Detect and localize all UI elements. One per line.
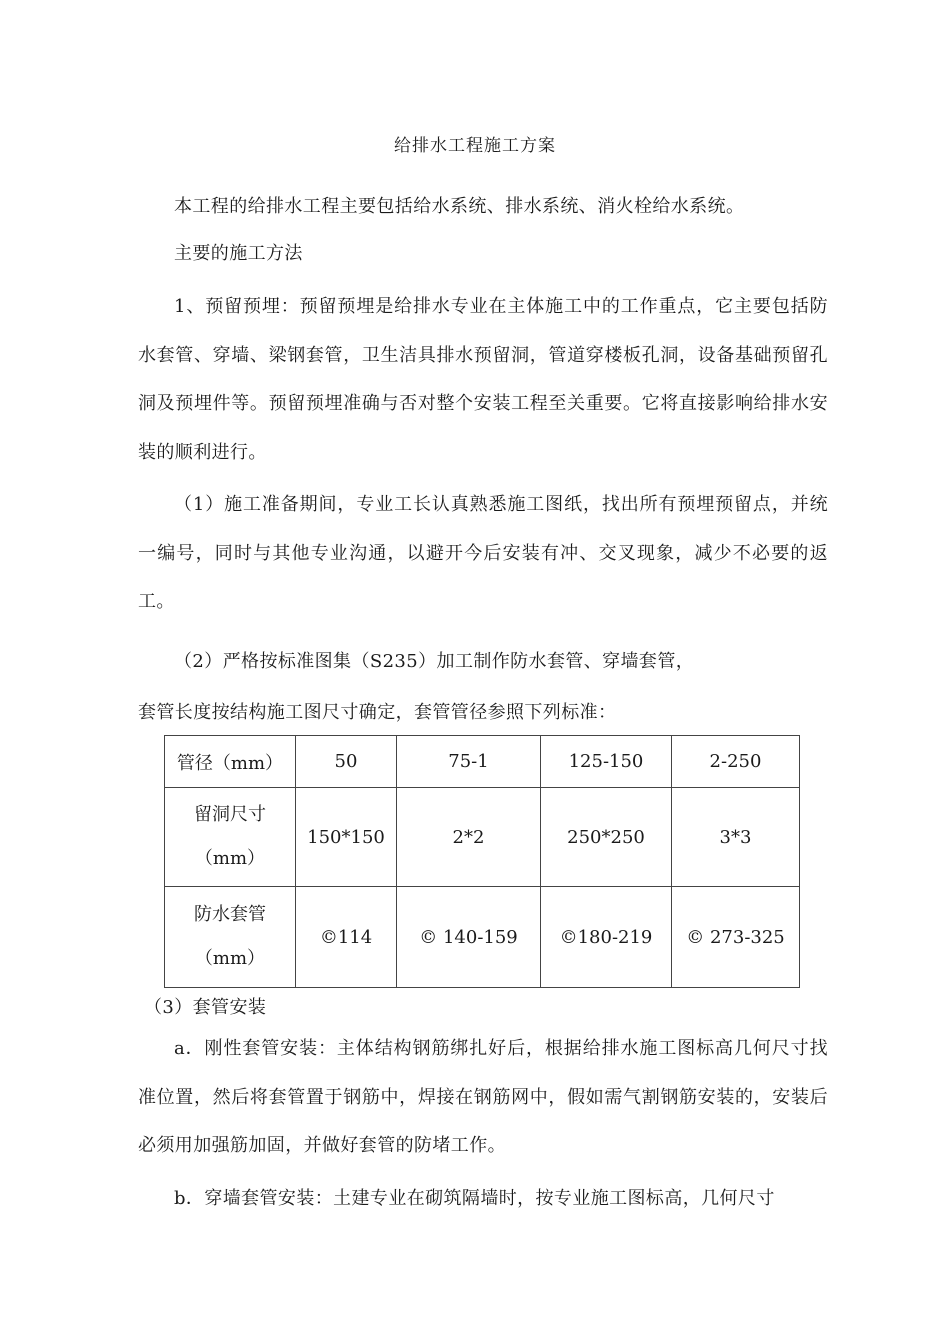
row-label-unit: （mm） [194, 948, 266, 969]
header-label-cell: 管径（mm） [165, 736, 296, 788]
table-cell: © 140-159 [397, 887, 541, 988]
item2-line2: 套管长度按结构施工图尺寸确定，套管管径参照下列标准： [138, 702, 617, 723]
header-cell: 125-150 [541, 736, 672, 788]
table-row [165, 788, 800, 887]
table-cell: ©180-219 [541, 887, 672, 988]
item2-line1: （2）严格按标准图集（S235）加工制作防水套管、穿墙套管， [174, 651, 695, 672]
table-cell: 2*2 [397, 788, 541, 887]
row-label-cell [165, 887, 296, 988]
row-label-cell [165, 788, 296, 887]
table-row [165, 736, 800, 788]
header-cell: 75-1 [397, 736, 541, 788]
row-label-line: 留洞尺寸 [194, 804, 266, 825]
section1-paragraph: 1、预留预埋：预留预埋是给排水专业在主体施工中的工作重点，它主要包括防水套管、穿墙、梁钢套管，卫生洁具排水预留洞，管道穿楼板孔洞，设备基础预留孔洞及预埋件等。预留预埋准确与否对整个安装工程至关重要。它将直接影响给排水安装的顺利进行。 [138, 296, 828, 463]
table-cell: ©114 [296, 887, 397, 988]
methods-heading: 主要的施工方法 [174, 243, 303, 264]
item1-paragraph: （1）施工准备期间，专业工长认真熟悉施工图纸，找出所有预埋预留点，并统一编号，同时与其他专业沟通，以避开今后安装有冲、交叉现象，减少不必要的返工。 [138, 494, 828, 612]
intro-paragraph: 本工程的给排水工程主要包括给水系统、排水系统、消火栓给水系统。 [174, 196, 745, 217]
table-cell: 150*150 [296, 788, 397, 887]
page-title: 给排水工程施工方案 [394, 136, 556, 156]
item3-heading: （3）套管安装 [144, 997, 267, 1018]
table-cell: 250*250 [541, 788, 672, 887]
table-cell: © 273-325 [672, 887, 800, 988]
pipe-spec-table [164, 735, 800, 988]
row-label-unit: （mm） [194, 848, 266, 869]
item-b-paragraph: b．穿墙套管安装：土建专业在砌筑隔墙时，按专业施工图标高，几何尺寸 [174, 1188, 775, 1209]
row-label-line: 防水套管 [194, 904, 266, 925]
item-a-paragraph: a．刚性套管安装：主体结构钢筋绑扎好后，根据给排水施工图标高几何尺寸找准位置，然后将套管置于钢筋中，焊接在钢筋网中，假如需气割钢筋安装的，安装后必须用加强筋加固，并做好套管的防堵工作。 [138, 1038, 828, 1156]
header-cell: 2-250 [672, 736, 800, 788]
table-cell: 3*3 [672, 788, 800, 887]
header-cell: 50 [296, 736, 397, 788]
table-row [165, 887, 800, 988]
